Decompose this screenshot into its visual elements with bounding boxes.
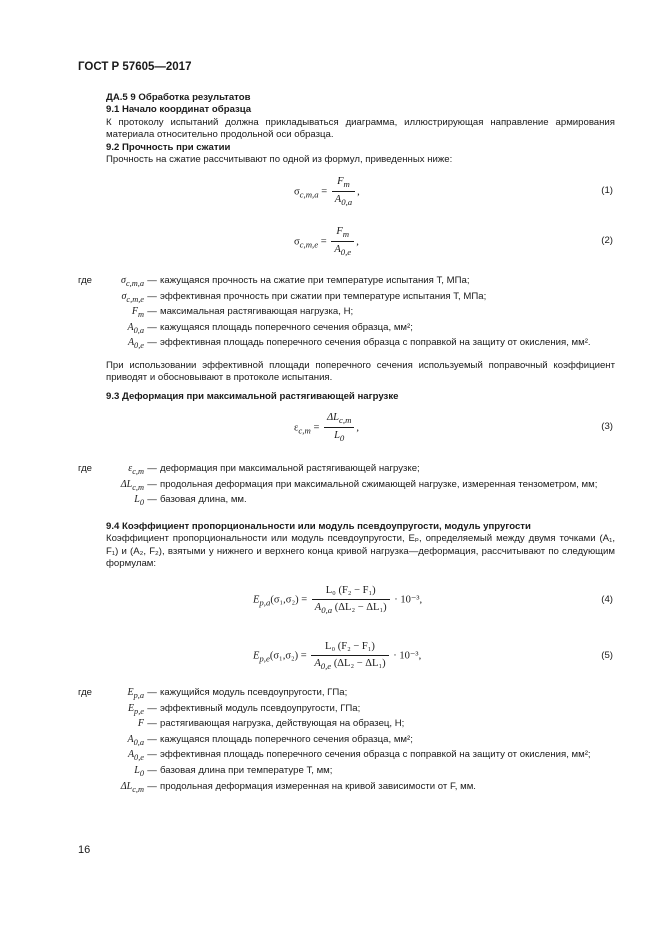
where-row: где $\sigma_{c,m,a}$ — кажущаяся прочность на сжатие при температуре испытания T, МПа; [78,275,470,288]
formula-2: $\sigma_{c,m,e}$ = $\frac{F_m}{A_{0,e}}$ , (2) [294,226,613,258]
where-row: $E_{p,e}$ — эффективный модуль псевдоупругости, ГПа; [127,702,361,716]
formula-3: $\varepsilon_{c,m}$ = $\frac{\Delta L_{c,m}}{L_0}$ , (3) [294,412,613,444]
formula-2-fraction: $\frac{F_m}{A_{0,e}}$ [331,225,354,259]
document-header: ГОСТ Р 57605—2017 [78,61,192,73]
section-9-1-text: К протоколу испытаний должна прикладываться диаграмма, иллюстрирующая направление армирования материала относительно продольной оси образца. [106,116,615,141]
section-9-2-title: 9.2 Прочность при сжатии [106,141,231,153]
where-list-9-3 [78,462,615,509]
where-row: $A_{0,e}$ — эффективная площадь поперечного сечения образца с поправкой на защиту от окисления, мм². [127,337,591,351]
formula-3-fraction: $\frac{\Delta L_{c,m}}{L_0}$ [324,411,354,445]
where-row: F — растягивающая нагрузка, действующая на образец, Н; [137,718,405,730]
section-9-4-text: Коэффициент пропорциональности или модуль псевдоупругости, Eₚ, определяемый между двумя точками (A₁, F₁) и (A₂, F₂), взятыми у нижнего и верхнего конца кривой нагрузка—деформация, рассчитывают по следующим формулам: [106,533,615,570]
formula-1-fraction: $\frac{F_m}{A_{0,a}}$ [332,175,355,209]
where-row: где $\varepsilon_{c,m}$ — деформация при максимальной растягивающей нагрузке; [78,463,420,476]
section-9-3-title: 9.3 Деформация при максимальной растягивающей нагрузке [106,390,399,402]
formula-1-number: (1) [601,185,613,196]
section-9-4-block [78,521,615,571]
where-row: $\Delta L_{c,m}$ — продольная деформация при максимальной сжимающей нагрузке, измеренная тензометром, мм; [120,478,598,492]
where-list-9-4 [78,686,615,795]
page-number: 16 [78,844,91,856]
formula-4-number: (4) [601,594,613,605]
formula-4: $E_{p,a}(\sigma_1,\sigma_2)$ = $\frac{\text{L₀ (F₂ − F₁)}}{A_{0,a} (\Delta L_2 - \Delta L_1)}$ · 10⁻³, (4) [253,585,613,615]
formula-3-number: (3) [601,421,613,432]
formula-5: $E_{p,e}(\sigma_1,\sigma_2)$ = $\frac{\text{L₀ (F₂ − F₁)}}{A_{0,e} (\Delta L_2 - \Delta L_1)}$ · 10⁻³, (5) [253,641,613,671]
where-row: $\Delta L_{c,m}$ — продольная деформация измеренная на кривой зависимости от F, мм. [120,780,476,794]
formula-5-number: (5) [601,650,613,661]
formula-5-fraction: $\frac{\text{L₀ (F₂ − F₁)}}{A_{0,e} (\Delta L_2 - \Delta L_1)}$ [311,640,388,672]
formula-1: $\sigma_{c,m,a}$ = $\frac{F_m}{A_{0,a}}$ , (1) [294,176,613,208]
section-9-2-note-block [78,360,615,403]
where-row: $A_{0,a}$ — кажущаяся площадь поперечного сечения образца, мм²; [127,733,413,747]
where-row: $L_0$ — базовая длина при температуре T, мм; [134,764,333,778]
where-list-9-2 [78,274,615,352]
section-9-block [78,92,615,167]
where-row: $A_{0,a}$ — кажущаяся площадь поперечного сечения образца, мм²; [127,321,413,335]
formula-2-number: (2) [601,235,613,246]
section-9-1-title: 9.1 Начало координат образца [106,104,252,116]
where-row: $L_0$ — базовая длина, мм. [134,494,247,508]
section-9-2-note: При использовании эффективной площади поперечного сечения используемый поправочный коэффициент приводят и обосновывают в протоколе испытания. [106,360,615,384]
section-9-2-intro: Прочность на сжатие рассчитывают по одной из формул, приведенных ниже: [106,154,453,166]
where-row: где $E_{p,a}$ — кажущийся модуль псевдоупругости, ГПа; [78,687,348,700]
where-row: $F_m$ — максимальная растягивающая нагрузка, Н; [131,306,354,320]
where-row: $A_{0,e}$ — эффективная площадь поперечного сечения образца с поправкой на защиту от окисления, мм²; [127,749,591,763]
where-row: $\sigma_{c,m,e}$ — эффективная прочность при сжатии при температуре испытания T, МПа; [121,290,487,304]
section-9-4-title: 9.4 Коэффициент пропорциональности или модуль псевдоупругости, модуль упругости [106,521,531,532]
formula-4-fraction: $\frac{\text{L₀ (F₂ − F₁)}}{A_{0,a} (\Delta L_2 - \Delta L_1)}$ [312,584,390,616]
section-9-title: ДА.5 9 Обработка результатов [106,92,251,103]
